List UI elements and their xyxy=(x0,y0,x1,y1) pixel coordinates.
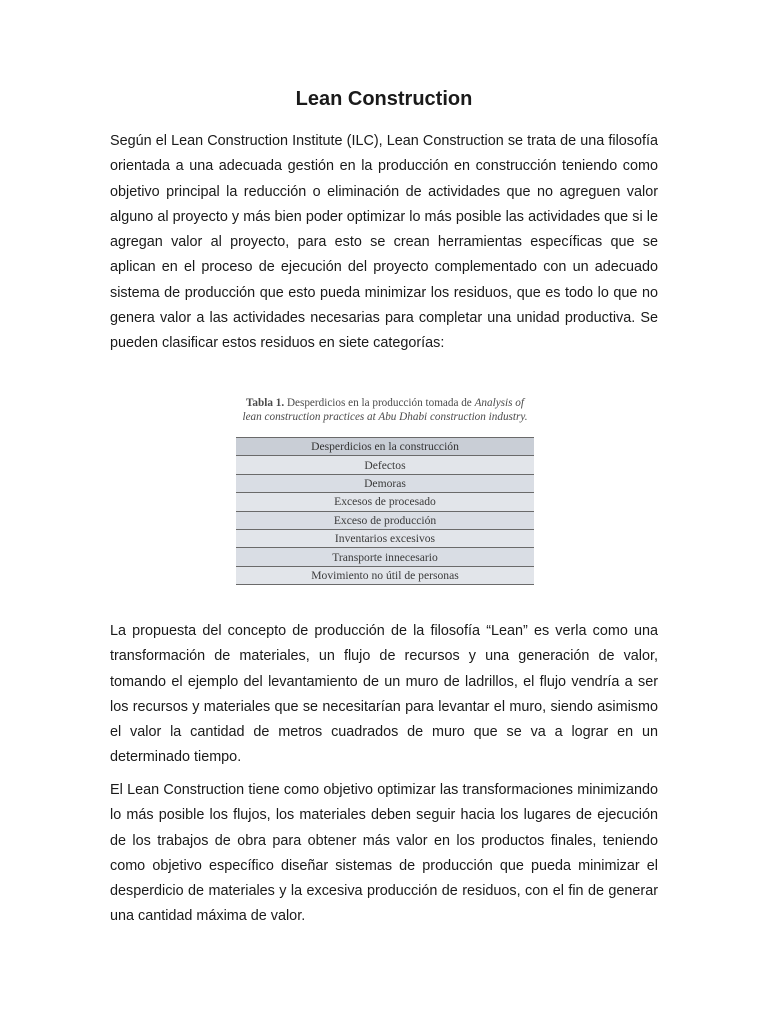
table-caption xyxy=(236,396,534,424)
table-cell-defectos: Defectos xyxy=(236,456,534,474)
table-cell-excesos-procesado: Excesos de procesado xyxy=(236,493,534,511)
page-title: Lean Construction xyxy=(295,88,473,110)
table-cell-exceso-produccion: Exceso de producción xyxy=(236,511,534,529)
table-row xyxy=(236,529,534,547)
table-caption-text: Desperdicios en la producción tomada de xyxy=(286,397,472,409)
waste-table xyxy=(236,437,534,585)
table-row xyxy=(236,511,534,529)
table-row xyxy=(236,474,534,492)
paragraph-intro: Según el Lean Construction Institute (ILC), Lean Construction se trata de una filosofía orientada a una adecuada gestión en la producción en construcción teniendo como objetivo principal la reducción o eliminación de actividades que no agreguen valor alguno al proyecto y más bien poder optimizar lo más posible las actividades que si le agregan valor al proyecto, para esto se crean herramientas específicas que se aplican en el proceso de ejecución del proyecto complementado con un adecuado sistema de producción que esto pueda minimizar los residuos, que es todo lo que no genera valor a las actividades necesarias para completar una unidad productiva. Se pueden clasificar estos residuos en siete categorías: xyxy=(110,133,658,352)
table-cell-movimiento: Movimiento no útil de personas xyxy=(236,566,534,584)
table-row xyxy=(236,456,534,474)
table-row xyxy=(236,548,534,566)
table-row xyxy=(236,493,534,511)
table-cell-demoras: Demoras xyxy=(236,474,534,492)
table-caption-label: Tabla 1. xyxy=(246,397,285,409)
paragraph-lean-objective: El Lean Construction tiene como objetivo optimizar las transformaciones minimizando lo más posible los flujos, los materiales deben seguir hacia los lugares de ejecución de los trabajos de obra para obtener más valor en los productos finales, teniendo como objetivo específico diseñar sistemas de producción que pueda minimizar el desperdicio de materiales y la excesiva producción de residuos, con el fin de generar una cantidad máxima de valor. xyxy=(110,782,658,925)
paragraph-lean-concept: La propuesta del concepto de producción de la filosofía “Lean” es verla como una transformación de materiales, un flujo de recursos y una generación de valor, tomando el ejemplo del levantamiento de un muro de ladrillos, el flujo vendría a ser los recursos y materiales que se necesitarían para levantar el muro, siendo asimismo el valor la cantidad de metros cuadrados de muro que se va a lograr en un determinado tiempo. xyxy=(110,623,658,766)
table-header-cell: Desperdicios en la construcción xyxy=(236,438,534,456)
table-cell-transporte: Transporte innecesario xyxy=(236,548,534,566)
table-row xyxy=(236,566,534,584)
table-cell-inventarios: Inventarios excesivos xyxy=(236,529,534,547)
table-header-row xyxy=(236,438,534,456)
waste-table-figure xyxy=(236,396,534,585)
table-caption-source: Analysis of lean construction practices at Abu Dhabi construction industry. xyxy=(242,397,528,423)
